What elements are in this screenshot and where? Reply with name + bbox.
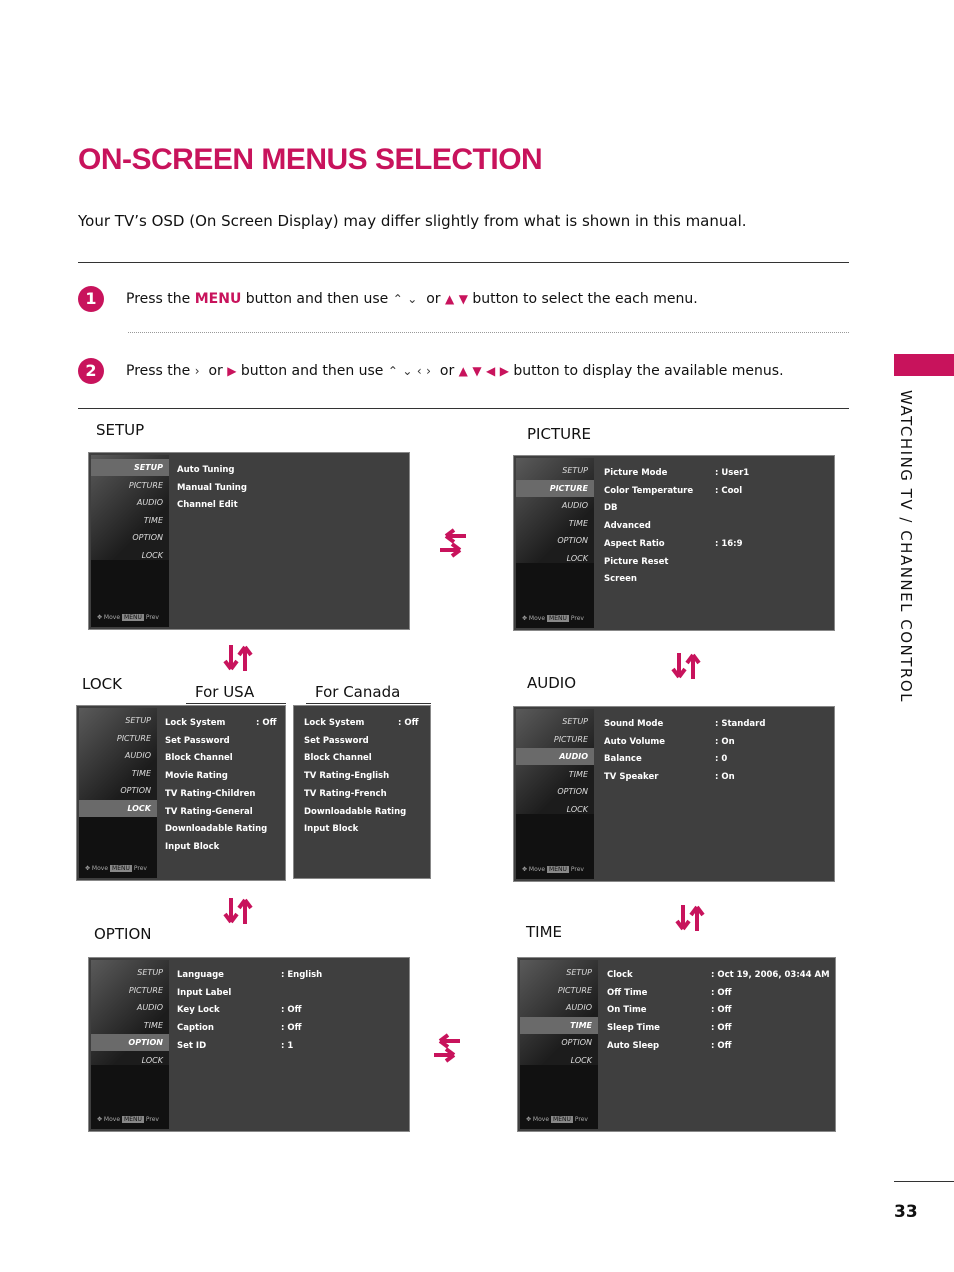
lock-label: LOCK	[82, 675, 122, 693]
setup-osd-screen	[88, 452, 410, 630]
osd-nav-item-picture[interactable]: PICTURE	[516, 480, 594, 497]
picture-osd-screen	[513, 455, 835, 631]
swap-horizontal-icon	[436, 526, 470, 560]
osd-menu-row[interactable]	[165, 786, 279, 803]
prev-hint: Prev	[145, 1116, 159, 1123]
osd-menu-row[interactable]	[304, 750, 424, 767]
osd-nav-item-audio[interactable]: AUDIO	[561, 501, 588, 510]
osd-row-label: Input Label	[177, 987, 232, 998]
chapter-title: WATCHING TV / CHANNEL CONTROL	[897, 390, 915, 704]
step-2-or2: or	[439, 363, 455, 379]
osd-row-value: : 16:9	[715, 538, 743, 549]
osd-row-value: : 0	[715, 754, 728, 765]
osd-menu-row[interactable]	[607, 1038, 829, 1055]
osd-menu-nav	[91, 455, 169, 627]
osd-menu-row[interactable]	[165, 821, 279, 838]
prev-hint: Prev	[133, 865, 147, 872]
osd-row-value: : Oct 19, 2006, 03:44 AM	[711, 970, 830, 980]
osd-menu-row[interactable]	[604, 769, 828, 786]
lock-canada-osd-screen	[293, 705, 431, 879]
osd-menu-panel	[599, 960, 833, 1129]
osd-menu-row[interactable]	[604, 554, 828, 571]
osd-row-value: : English	[281, 970, 323, 980]
osd-menu-row[interactable]	[177, 1020, 403, 1037]
swap-horizontal-icon	[430, 1031, 464, 1065]
picture-label: PICTURE	[527, 425, 591, 443]
osd-nav-footer	[85, 865, 147, 872]
osd-row-label: Input Block	[165, 841, 220, 852]
menu-key-badge: MENU	[124, 614, 142, 621]
osd-row-label: TV Rating-General	[165, 806, 253, 817]
option-osd-screen	[88, 957, 410, 1132]
osd-nav-item-audio[interactable]: AUDIO	[136, 1003, 163, 1012]
osd-row-label: Downloadable Rating	[165, 824, 268, 835]
osd-row-value: : On	[715, 772, 735, 783]
osd-menu-panel	[169, 960, 407, 1129]
osd-row-label: Block Channel	[165, 753, 233, 764]
osd-nav-item-setup[interactable]: SETUP	[566, 968, 592, 977]
osd-nav-item-option[interactable]: OPTION	[561, 1038, 592, 1047]
osd-menu-row[interactable]	[177, 967, 403, 984]
osd-row-value: : Off	[711, 1023, 732, 1034]
osd-row-label: Input Block	[304, 824, 359, 835]
osd-row-label: Lock System	[165, 718, 226, 728]
osd-row-label: Clock	[607, 970, 633, 980]
osd-nav-item-option[interactable]: OPTION	[91, 1034, 169, 1051]
osd-row-label: Aspect Ratio	[604, 538, 665, 549]
osd-row-value: : 1	[281, 1040, 294, 1051]
osd-nav-item-lock[interactable]: LOCK	[566, 553, 588, 563]
osd-row-value: : User1	[715, 468, 750, 478]
osd-menu-row[interactable]	[165, 768, 279, 785]
intro-text: Your TV’s OSD (On Screen Display) may differ slightly from what is shown in this manual.	[78, 212, 747, 230]
osd-menu-nav	[79, 708, 157, 878]
right-chevron-icon: ›	[194, 364, 200, 378]
osd-row-label: Key Lock	[177, 1005, 220, 1016]
osd-row-label: Language	[177, 970, 224, 980]
osd-nav-item-time[interactable]: TIME	[568, 518, 588, 528]
osd-row-label: Screen	[604, 574, 637, 585]
osd-nav-item-setup[interactable]: SETUP	[562, 717, 588, 726]
move-hint: ✥ Move	[522, 615, 546, 622]
osd-row-label: Advanced	[604, 521, 651, 532]
osd-menu-row[interactable]	[604, 571, 828, 588]
swap-vertical-icon	[669, 651, 703, 681]
osd-nav-item-picture[interactable]: PICTURE	[128, 480, 163, 490]
prev-hint: Prev	[570, 615, 584, 622]
osd-menu-row[interactable]	[177, 497, 403, 514]
osd-row-value: : Off	[711, 1040, 732, 1051]
right-triangle-icon: ▶	[227, 364, 237, 378]
osd-nav-footer	[522, 615, 584, 622]
osd-row-label: Balance	[604, 754, 642, 765]
menu-key-badge: MENU	[553, 1116, 571, 1123]
osd-row-label: On Time	[607, 1005, 647, 1016]
osd-nav-item-lock[interactable]: LOCK	[566, 804, 588, 814]
osd-row-label: Sleep Time	[607, 1023, 660, 1034]
osd-row-label: Set Password	[304, 735, 369, 746]
dotted-divider	[128, 332, 849, 333]
menu-key-label: MENU	[194, 291, 242, 307]
option-label: OPTION	[94, 925, 152, 943]
osd-menu-row[interactable]	[304, 768, 424, 785]
osd-row-label: TV Rating-Children	[165, 788, 256, 799]
setup-label: SETUP	[96, 421, 145, 439]
move-hint: ✥ Move	[85, 865, 109, 872]
move-hint: ✥ Move	[526, 1116, 550, 1123]
osd-menu-panel	[596, 709, 832, 879]
osd-menu-row[interactable]	[177, 480, 403, 497]
osd-nav-item-time[interactable]: TIME	[143, 1020, 163, 1030]
osd-nav-item-time[interactable]: TIME	[131, 768, 151, 778]
osd-row-label: Manual Tuning	[177, 482, 247, 493]
chapter-tab	[894, 354, 954, 376]
down-triangle-icon: ▼	[472, 364, 482, 378]
osd-nav-item-option[interactable]: OPTION	[557, 536, 588, 545]
move-hint: ✥ Move	[97, 614, 121, 621]
divider	[78, 262, 849, 263]
osd-menu-panel	[596, 458, 832, 628]
for-usa-label: For USA	[195, 683, 255, 701]
step-1-number: 1	[78, 286, 104, 312]
osd-row-label: Auto Volume	[604, 736, 666, 747]
osd-row-label: TV Speaker	[604, 772, 659, 783]
left-chevron-icon: ‹	[416, 364, 422, 378]
step-1-pre: Press the	[126, 291, 191, 307]
osd-row-label: Lock System	[304, 718, 365, 728]
osd-row-label: Auto Tuning	[177, 465, 235, 475]
osd-menu-nav	[516, 709, 594, 879]
page-title: ON-SCREEN MENUS SELECTION	[78, 143, 543, 176]
osd-menu-row[interactable]	[165, 804, 279, 821]
osd-nav-item-lock[interactable]: LOCK	[141, 550, 163, 560]
osd-nav-item-picture[interactable]: PICTURE	[128, 985, 163, 995]
step-1-or: or	[426, 291, 441, 307]
osd-nav-footer	[526, 1116, 588, 1123]
prev-hint: Prev	[145, 614, 159, 621]
osd-menu-row[interactable]	[604, 465, 828, 482]
osd-nav-item-time[interactable]: TIME	[520, 1017, 598, 1034]
osd-nav-item-option[interactable]: OPTION	[120, 786, 151, 795]
osd-nav-item-audio[interactable]: AUDIO	[516, 748, 594, 765]
up-chevron-icon: ⌃	[392, 292, 403, 306]
osd-menu-row[interactable]	[604, 536, 828, 553]
osd-row-label: Color Temperature	[604, 485, 694, 496]
osd-menu-row[interactable]	[604, 734, 828, 751]
osd-row-label: Set Password	[165, 735, 230, 746]
up-chevron-icon: ⌃	[387, 364, 398, 378]
osd-row-value: : Off	[398, 718, 419, 728]
osd-row-label: Block Channel	[304, 753, 372, 764]
osd-row-value: : Off	[281, 1023, 302, 1034]
osd-row-value: : Off	[711, 987, 732, 998]
osd-nav-item-setup[interactable]: SETUP	[562, 466, 588, 475]
osd-menu-row[interactable]	[177, 985, 403, 1002]
osd-nav-item-setup[interactable]: SETUP	[137, 968, 163, 977]
move-hint: ✥ Move	[97, 1116, 121, 1123]
osd-nav-item-option[interactable]: OPTION	[132, 533, 163, 542]
right-triangle-icon: ▶	[499, 364, 509, 378]
osd-nav-item-option[interactable]: OPTION	[557, 787, 588, 796]
osd-row-label: DB	[604, 503, 618, 514]
osd-row-label: Channel Edit	[177, 500, 238, 511]
step-2-or: or	[208, 363, 223, 379]
menu-key-badge: MENU	[112, 865, 130, 872]
osd-menu-row[interactable]	[604, 716, 828, 733]
divider	[78, 408, 849, 409]
osd-menu-row[interactable]	[165, 839, 279, 856]
osd-row-label: Picture Mode	[604, 468, 668, 478]
osd-row-value: : Standard	[715, 719, 766, 729]
step-1-mid: button and then use	[245, 291, 389, 307]
osd-nav-item-picture[interactable]: PICTURE	[116, 733, 151, 743]
down-chevron-icon: ⌄	[402, 364, 413, 378]
osd-nav-footer	[97, 614, 159, 621]
up-triangle-icon: ▲	[445, 292, 455, 306]
osd-nav-item-picture[interactable]: PICTURE	[557, 985, 592, 995]
osd-menu-panel	[296, 708, 428, 876]
osd-menu-row[interactable]	[304, 804, 424, 821]
page-number: 33	[894, 1202, 918, 1222]
time-osd-screen	[517, 957, 836, 1132]
menu-key-badge: MENU	[549, 615, 567, 622]
time-label: TIME	[526, 923, 563, 941]
osd-row-label: Sound Mode	[604, 719, 664, 729]
osd-menu-row[interactable]	[165, 750, 279, 767]
osd-row-label: Off Time	[607, 987, 648, 998]
down-triangle-icon: ▼	[458, 292, 468, 306]
osd-row-value: : Off	[281, 1005, 302, 1016]
osd-menu-row[interactable]	[177, 462, 403, 479]
osd-nav-item-setup[interactable]: SETUP	[125, 716, 151, 725]
osd-menu-nav	[520, 960, 598, 1129]
osd-row-value: : Off	[711, 1005, 732, 1016]
osd-nav-item-setup[interactable]: SETUP	[91, 459, 169, 476]
osd-nav-item-lock[interactable]: LOCK	[141, 1055, 163, 1065]
lock-usa-osd-screen	[76, 705, 286, 881]
osd-nav-footer	[522, 866, 584, 873]
osd-nav-item-picture[interactable]: PICTURE	[553, 734, 588, 744]
osd-nav-item-time[interactable]: TIME	[568, 769, 588, 779]
osd-nav-item-audio[interactable]: AUDIO	[565, 1003, 592, 1012]
osd-menu-row[interactable]	[607, 985, 829, 1002]
osd-nav-item-time[interactable]: TIME	[143, 515, 163, 525]
usa-underline	[186, 703, 286, 704]
step-2-mid: button and then use	[240, 363, 384, 379]
osd-nav-item-lock[interactable]: LOCK	[79, 800, 157, 817]
swap-vertical-icon	[221, 643, 255, 673]
osd-row-label: Set ID	[177, 1040, 207, 1051]
osd-menu-panel	[169, 455, 407, 627]
osd-row-value: : Cool	[715, 485, 743, 496]
osd-menu-row[interactable]	[604, 518, 828, 535]
osd-menu-row[interactable]	[165, 733, 279, 750]
page-number-rule	[894, 1181, 954, 1182]
audio-osd-screen	[513, 706, 835, 882]
osd-nav-item-lock[interactable]: LOCK	[570, 1055, 592, 1065]
osd-row-value: : On	[715, 736, 735, 747]
right-chevron-icon: ›	[426, 364, 431, 378]
step-1-text	[126, 291, 698, 307]
osd-menu-row[interactable]	[177, 1038, 403, 1055]
down-chevron-icon: ⌄	[407, 292, 418, 306]
osd-row-label: TV Rating-French	[304, 788, 387, 799]
swap-vertical-icon	[221, 896, 255, 926]
osd-menu-row[interactable]	[304, 821, 424, 838]
osd-menu-row[interactable]	[607, 1020, 829, 1037]
osd-menu-panel	[157, 708, 283, 878]
osd-row-label: Downloadable Rating	[304, 806, 407, 817]
osd-menu-nav	[516, 458, 594, 628]
osd-menu-row[interactable]	[304, 786, 424, 803]
osd-menu-nav	[91, 960, 169, 1129]
menu-key-badge: MENU	[124, 1116, 142, 1123]
step-1-post: button to select the each menu.	[472, 291, 698, 307]
left-triangle-icon: ◀	[486, 364, 496, 378]
canada-underline	[306, 703, 431, 704]
swap-vertical-icon	[673, 903, 707, 933]
osd-nav-item-audio[interactable]: AUDIO	[124, 751, 151, 760]
osd-row-value: : Off	[256, 718, 277, 728]
osd-menu-row[interactable]	[607, 967, 829, 984]
osd-row-label: Movie Rating	[165, 771, 228, 782]
osd-row-label: Caption	[177, 1023, 214, 1034]
osd-nav-item-audio[interactable]: AUDIO	[136, 498, 163, 507]
step-2-number: 2	[78, 358, 104, 384]
osd-nav-footer	[97, 1116, 159, 1123]
step-2-pre: Press the	[126, 363, 191, 379]
for-canada-label: For Canada	[315, 683, 401, 701]
step-2-text	[126, 363, 784, 379]
audio-label: AUDIO	[527, 674, 577, 692]
osd-row-label: TV Rating-English	[304, 771, 390, 782]
osd-menu-row[interactable]	[177, 1002, 403, 1019]
up-triangle-icon: ▲	[458, 364, 468, 378]
prev-hint: Prev	[570, 866, 584, 873]
osd-menu-row[interactable]	[604, 751, 828, 768]
osd-menu-row[interactable]	[607, 1002, 829, 1019]
osd-row-label: Picture Reset	[604, 556, 669, 567]
menu-key-badge: MENU	[549, 866, 567, 873]
prev-hint: Prev	[574, 1116, 588, 1123]
step-2-post: button to display the available menus.	[513, 363, 784, 379]
osd-menu-row[interactable]	[304, 733, 424, 750]
osd-menu-row[interactable]	[304, 715, 424, 732]
osd-row-label: Auto Sleep	[607, 1040, 660, 1051]
osd-menu-row[interactable]	[604, 500, 828, 517]
osd-menu-row[interactable]	[165, 715, 279, 732]
osd-menu-row[interactable]	[604, 483, 828, 500]
move-hint: ✥ Move	[522, 866, 546, 873]
